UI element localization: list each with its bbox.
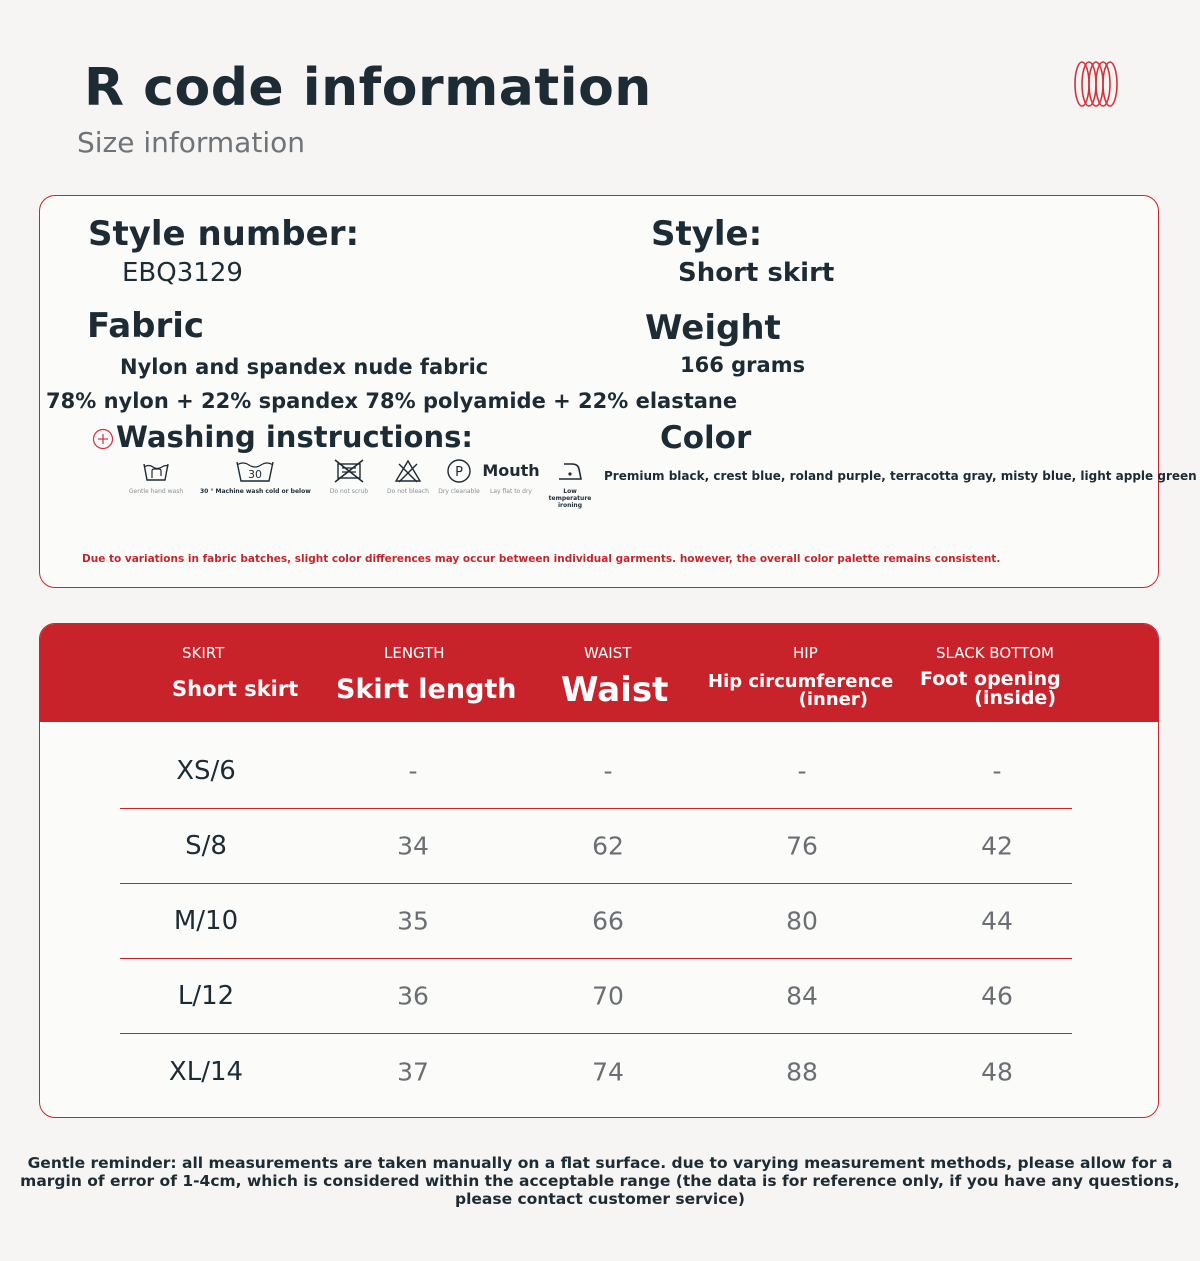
measurement-hip: 76 bbox=[786, 831, 818, 861]
measurement-foot: 46 bbox=[981, 981, 1013, 1011]
wash-item-hand bbox=[116, 458, 196, 495]
style-value: Short skirt bbox=[678, 258, 835, 288]
measurement-length: - bbox=[408, 756, 418, 786]
dry-clean-p-icon bbox=[445, 458, 473, 484]
measurement-hip: 88 bbox=[786, 1057, 818, 1086]
product-info-card bbox=[39, 195, 1197, 588]
washing-label: Washing instructions: bbox=[116, 420, 473, 454]
measurement-foot: 44 bbox=[981, 906, 1013, 936]
plus-circle-icon bbox=[92, 428, 114, 450]
wash-caption: Do not scrub bbox=[329, 488, 369, 495]
header-hip-big bbox=[708, 671, 894, 710]
measurement-waist: 62 bbox=[592, 831, 624, 861]
size-label: XS/6 bbox=[176, 756, 236, 786]
table-row bbox=[120, 734, 1072, 809]
style-label: Style: bbox=[651, 214, 763, 254]
style-number-label: Style number: bbox=[88, 214, 360, 254]
header-waist-small: WAIST bbox=[584, 644, 632, 662]
measurement-length: 34 bbox=[397, 831, 429, 861]
hand-wash-icon bbox=[141, 458, 171, 484]
wash-item-machine bbox=[200, 458, 310, 495]
style-number-value: EBQ3129 bbox=[122, 258, 243, 288]
fabric-label: Fabric bbox=[87, 306, 205, 346]
measurement-hip: - bbox=[797, 756, 807, 786]
wash-caption: Dry cleanable bbox=[438, 488, 480, 495]
header-skirt-big: Short skirt bbox=[172, 677, 299, 701]
measurement-length: 35 bbox=[397, 906, 429, 936]
header-foot-small: SLACK BOTTOM bbox=[936, 644, 1054, 662]
measurement-waist: - bbox=[603, 756, 613, 786]
dry-clean-letter: P bbox=[455, 465, 463, 480]
page-title: R code information bbox=[84, 58, 652, 118]
header-length-small: LENGTH bbox=[384, 644, 445, 662]
wash-caption: Low temperature ironing bbox=[548, 488, 592, 509]
color-variation-note: Due to variations in fabric batches, slight color differences may occur between individual garments. however, the overall color palette remains consistent. bbox=[82, 553, 1001, 565]
measurement-length: 37 bbox=[397, 1057, 429, 1086]
measurement-reminder: Gentle reminder: all measurements are taken manually on a flat surface. due to varying measurement methods, please allow for a margin of error of 1-4cm, which is considered within the acceptable range (the data is for reference only, if you have any questions, please contact customer service) bbox=[20, 1154, 1180, 1208]
header-foot-line2: (inside) bbox=[974, 687, 1056, 709]
page-subtitle: Size information bbox=[77, 126, 305, 159]
wash-item-lay-flat bbox=[478, 458, 544, 495]
header-foot-big bbox=[920, 668, 1061, 709]
measurement-waist: 66 bbox=[592, 906, 624, 936]
measurement-waist: 70 bbox=[592, 981, 624, 1011]
color-value: Premium black, crest blue, roland purple, terracotta gray, misty blue, light apple green bbox=[604, 469, 1197, 483]
measurement-foot: 48 bbox=[981, 1057, 1013, 1086]
lay-flat-icon: Mouth bbox=[482, 461, 540, 480]
do-not-scrub-icon bbox=[332, 458, 366, 484]
table-row bbox=[120, 809, 1072, 884]
wash-item-dryclean bbox=[434, 458, 484, 495]
wash-caption: Do not bleach bbox=[387, 488, 429, 495]
size-label: L/12 bbox=[177, 981, 235, 1011]
fabric-value: Nylon and spandex nude fabric bbox=[120, 355, 489, 379]
wash-caption: Lay flat to dry bbox=[490, 488, 532, 495]
machine-wash-30-icon bbox=[235, 458, 275, 484]
do-not-bleach-icon bbox=[393, 458, 423, 484]
wash-item-bleach bbox=[378, 458, 438, 495]
measurement-foot: 42 bbox=[981, 831, 1013, 861]
size-table-header bbox=[40, 624, 1158, 722]
size-table-rows bbox=[120, 734, 1072, 1109]
fabric-composition: 78% nylon + 22% spandex 78% polyamide + 22% elastane bbox=[46, 389, 738, 413]
size-label: XL/14 bbox=[168, 1056, 244, 1087]
size-label: M/10 bbox=[173, 906, 239, 936]
wash-item-scrub bbox=[319, 458, 379, 495]
measurement-hip: 84 bbox=[786, 981, 818, 1011]
header-hip-line1: Hip circumference bbox=[708, 671, 894, 692]
wash-caption: 30 ° Machine wash cold or below bbox=[200, 488, 311, 495]
header-foot-line1: Foot opening bbox=[920, 668, 1061, 690]
measurement-length: 36 bbox=[397, 981, 429, 1011]
iron-low-icon bbox=[555, 458, 585, 484]
header-hip-line2: (inner) bbox=[798, 689, 868, 710]
color-label: Color bbox=[660, 420, 752, 456]
header-length-big: Skirt length bbox=[336, 674, 517, 705]
washing-icons-row bbox=[116, 458, 592, 509]
wash-caption: Gentle hand wash bbox=[128, 488, 184, 495]
wash-item-iron bbox=[542, 458, 598, 509]
weight-label: Weight bbox=[645, 308, 781, 348]
measurement-waist: 74 bbox=[592, 1057, 624, 1086]
wash-temperature: 30 bbox=[248, 468, 262, 481]
weight-value: 166 grams bbox=[680, 353, 806, 377]
measurement-hip: 80 bbox=[786, 906, 818, 936]
table-row bbox=[120, 884, 1072, 959]
size-label: S/8 bbox=[185, 831, 227, 861]
table-row bbox=[120, 1034, 1072, 1109]
table-row bbox=[120, 959, 1072, 1034]
size-table-card bbox=[39, 623, 1159, 1118]
header-hip-small: HIP bbox=[793, 644, 818, 662]
brand-logo-icon bbox=[1070, 58, 1122, 110]
header-skirt-small: SKIRT bbox=[182, 644, 225, 662]
measurement-foot: - bbox=[992, 756, 1002, 786]
header-waist-big: Waist bbox=[561, 670, 669, 710]
